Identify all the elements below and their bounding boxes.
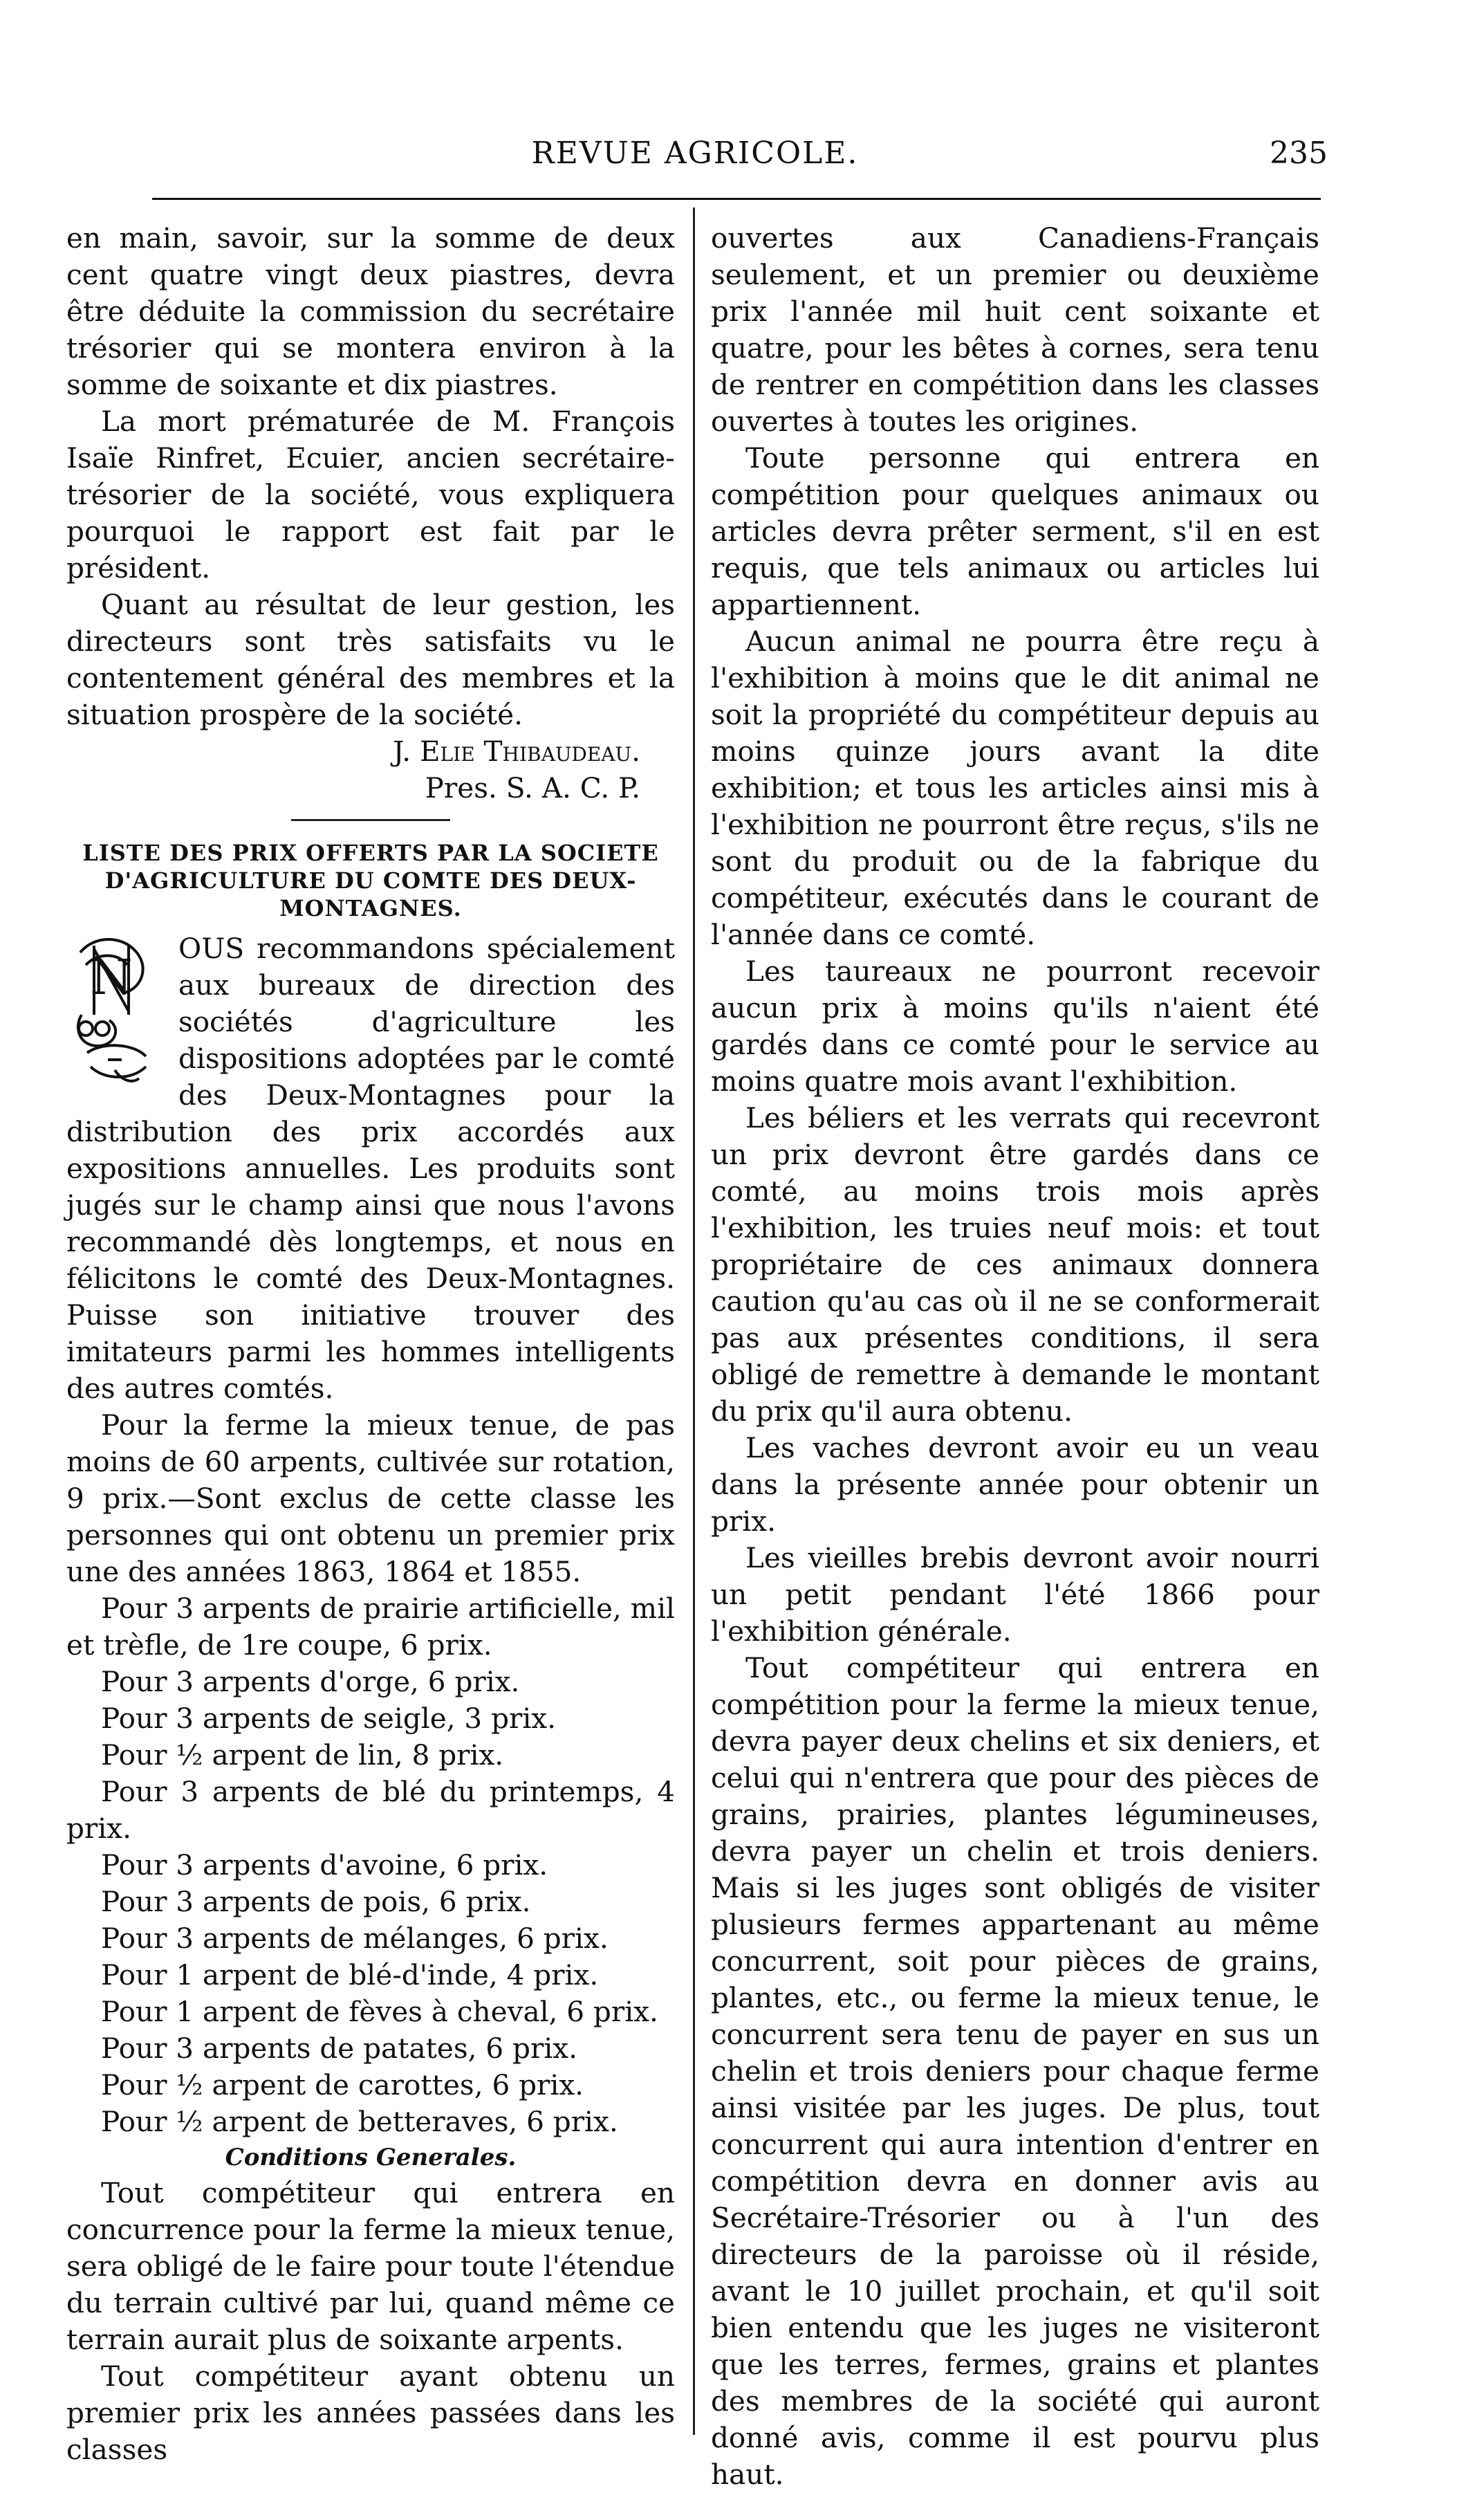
signature-title: Pres. S. A. C. P. xyxy=(425,771,640,804)
prize-item: Pour ½ arpent de lin, 8 prix. xyxy=(101,1738,504,1772)
prize-item: Pour 3 arpents de patates, 6 prix. xyxy=(101,2032,577,2065)
prize-item: Pour ½ arpent de carottes, 6 prix. xyxy=(101,2068,584,2101)
prize-item: Pour 1 arpent de fèves à cheval, 6 prix. xyxy=(101,1995,658,2028)
page-header xyxy=(62,136,1328,184)
paragraph: La mort prématurée de M. François Isaïe Rinfret, Ecuier, ancien secrétaire-trésorier de la société, vous expliquera pourquoi le rapport est fait par le président. xyxy=(66,405,675,585)
prize-item: Pour ½ arpent de betteraves, 6 prix. xyxy=(101,2105,618,2138)
prize-item: Pour 3 arpents de pois, 6 prix. xyxy=(101,1885,531,1918)
paragraph: Les vaches devront avoir eu un veau dans la présente année pour obtenir un prix. xyxy=(711,1431,1319,1538)
paragraph: Quant au résultat de leur gestion, les directeurs sont très satisfaits vu le contentement général des membres et la situation prospère de la société. xyxy=(66,588,675,731)
section-rule xyxy=(291,819,450,821)
column-divider xyxy=(693,208,695,2435)
paragraph: Tout compétiteur qui entrera en concurrence pour la ferme la mieux tenue, sera obligé de le faire pour toute l'étendue du terrain cultivé par lui, quand même ce terrain aurait plus de soixante arpents. xyxy=(66,2176,675,2356)
prize-item: Pour 3 arpents de mélanges, 6 prix. xyxy=(101,1922,609,1955)
left-column xyxy=(66,220,675,2468)
conditions-heading: Conditions Generales. xyxy=(225,2144,517,2171)
paragraph: Les béliers et les verrats qui recevront un prix devront être gardés dans ce comté, au moins trois mois après l'exhibition, les truies neuf mois: et tout propriétaire de ces animaux donnera caution qu'au cas où il ne se conformerait pas aux présentes conditions, il sera obligé de remettre à demande le montant du prix qu'il aura obtenu. xyxy=(711,1101,1319,1428)
ornamental-dropcap-icon xyxy=(66,932,170,1091)
prize-item: Pour 3 arpents de seigle, 3 prix. xyxy=(101,1702,557,1735)
page-number: 235 xyxy=(1270,136,1328,171)
prize-item: Pour 3 arpents de blé du printemps, 4 prix. xyxy=(66,1775,675,1845)
section-heading: LISTE DES PRIX OFFERTS PAR LA SOCIETE D'AGRICULTURE DU COMTE DES DEUX-MONTAGNES. xyxy=(82,840,659,921)
paragraph: en main, savoir, sur la somme de deux cent quatre vingt deux piastres, devra être déduite la commission du secrétaire trésorier qui se montera environ à la somme de soixante et dix piastres. xyxy=(66,221,675,401)
paragraph: Pour la ferme la mieux tenue, de pas moins de 60 arpents, cultivée sur rotation, 9 prix.—Sont exclus de cette classe les personnes qui ont obtenu un premier prix une des années 1863, 1864 et 1855. xyxy=(66,1408,675,1588)
prize-item: Pour 3 arpents d'avoine, 6 prix. xyxy=(101,1848,548,1882)
intro-paragraph xyxy=(66,930,675,1407)
paragraph: Les taureaux ne pourront recevoir aucun prix à moins qu'ils n'aient été gardés dans ce comté pour le service au moins quatre mois avant l'exhibition. xyxy=(711,955,1319,1098)
prize-item: Pour 3 arpents d'orge, 6 prix. xyxy=(101,1665,520,1698)
paragraph: Aucun animal ne pourra être reçu à l'exhibition à moins que le dit animal ne soit la propriété du compétiteur depuis au moins quinze jours avant la dite exhibition; et tous les articles ainsi mis à l'exhibition ne pourront être reçus, s'ils ne sont du produit ou de la fabrique du compétiteur, exécutés dans le courant de l'année dans ce comté. xyxy=(711,625,1319,951)
dropcap-letter: N xyxy=(90,949,133,1006)
paragraph: Les vieilles brebis devront avoir nourri un petit pendant l'été 1866 pour l'exhibition générale. xyxy=(711,1541,1319,1648)
paragraph: Toute personne qui entrera en compétition pour quelques animaux ou articles devra prêter serment, s'il en est requis, que tels animaux ou articles lui appartiennent. xyxy=(711,441,1319,621)
running-title: REVUE AGRICOLE. xyxy=(531,136,859,171)
prize-item: Pour 3 arpents de prairie artificielle, mil et trèfle, de 1re coupe, 6 prix. xyxy=(66,1592,675,1662)
right-column xyxy=(711,220,1319,2493)
signature xyxy=(66,733,675,807)
signature-name: J. Elie Thibaudeau. xyxy=(393,735,640,768)
paragraph: Tout compétiteur ayant obtenu un premier prix les années passées dans les classes xyxy=(66,2359,675,2466)
paragraph: Tout compétiteur qui entrera en compétition pour la ferme la mieux tenue, devra payer deux chelins et six deniers, et celui qui n'entrera que pour des pièces de grains, prairies, plantes légumineuses, devra payer un chelin et trois deniers. Mais si les juges sont obligés de visiter plusieurs fermes appartenant au même concurrent, soit pour pièces de grains, plantes, etc., ou ferme la mieux tenue, le concurrent sera tenu de payer en sus un chelin et trois deniers pour chaque ferme ainsi visitée par les juges. De plus, tout concurrent qui aura intention d'entrer en compétition devra en donner avis au Secrétaire-Trésorier ou à l'un des directeurs de la paroisse où il réside, avant le 10 juillet prochain, et qu'il soit bien entendu que les juges ne visiteront que les terres, fermes, grains et plantes des membres de la société qui auront donné avis, comme il est pourvu plus haut. xyxy=(711,1651,1319,2491)
prize-item: Pour 1 arpent de blé-d'inde, 4 prix. xyxy=(101,1958,599,1991)
paragraph: ouvertes aux Canadiens-Français seulement, et un premier ou deuxième prix l'année mil huit cent soixante et quatre, pour les bêtes à cornes, sera tenu de rentrer en compétition dans les classes ouvertes à toutes les origines. xyxy=(711,221,1319,438)
header-rule xyxy=(152,198,1321,200)
intro-text: OUS recommandons spécialement aux bureaux de direction des sociétés d'agriculture les dispositions adoptées par le comté des Deux-Montagnes pour la distribution des prix accordés aux expositions annuelles. Les produits sont jugés sur le champ ainsi que nous l'avons recommandé dès longtemps, et nous en félicitons le comté des Deux-Montagnes. Puisse son initiative trouver des imitateurs parmi les hommes intelligents des autres comtés. xyxy=(66,932,675,1405)
